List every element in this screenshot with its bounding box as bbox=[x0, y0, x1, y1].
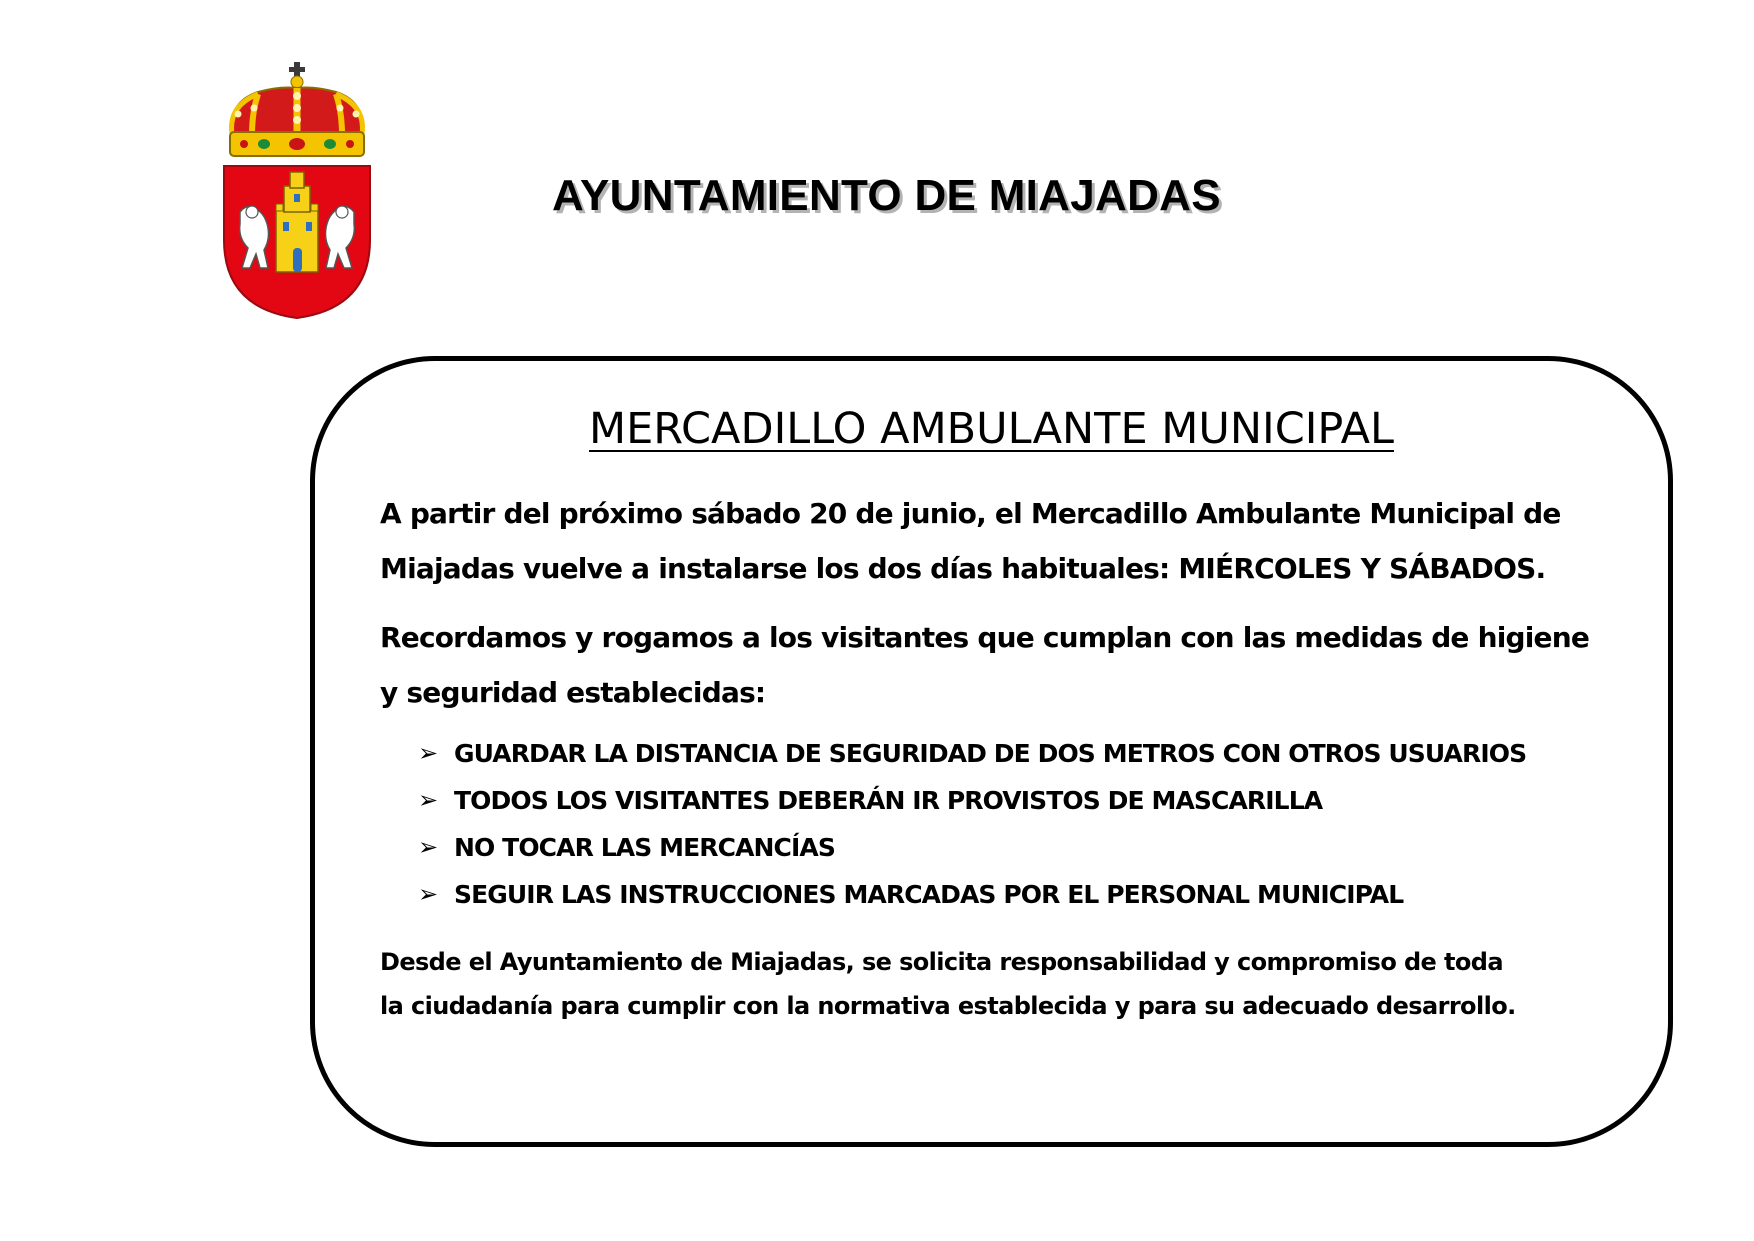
arrow-bullet-icon: ➢ bbox=[418, 880, 439, 908]
rule-text: SEGUIR LAS INSTRUCCIONES MARCADAS POR EL PERSONAL MUNICIPAL bbox=[454, 880, 1404, 909]
reminder-paragraph bbox=[380, 610, 1620, 720]
closing-paragraph bbox=[380, 940, 1620, 1028]
notice-title bbox=[310, 401, 1673, 457]
rules-list bbox=[418, 730, 1618, 918]
list-item bbox=[418, 871, 1618, 918]
rule-text: TODOS LOS VISITANTES DEBERÁN IR PROVISTOS DE MASCARILLA bbox=[454, 786, 1323, 815]
announcement-paragraph bbox=[380, 486, 1620, 596]
closing-line-1: Desde el Ayuntamiento de Miajadas, se solicita responsabilidad y compromiso de toda bbox=[380, 948, 1503, 976]
arrow-bullet-icon: ➢ bbox=[418, 739, 439, 767]
arrow-bullet-icon: ➢ bbox=[418, 786, 439, 814]
rule-text: NO TOCAR LAS MERCANCÍAS bbox=[454, 833, 835, 862]
rule-text: GUARDAR LA DISTANCIA DE SEGURIDAD DE DOS METROS CON OTROS USUARIOS bbox=[454, 739, 1527, 768]
list-item bbox=[418, 730, 1618, 777]
coat-of-arms-icon bbox=[218, 62, 376, 320]
closing-line-2: la ciudadanía para cumplir con la normativa establecida y para su adecuado desarrollo. bbox=[380, 992, 1516, 1020]
reminder-line-1: Recordamos y rogamos a los visitantes que cumplan con las medidas de higiene bbox=[380, 621, 1590, 654]
reminder-line-2: y seguridad establecidas: bbox=[380, 676, 766, 709]
notice-title-text: MERCADILLO AMBULANTE MUNICIPAL bbox=[589, 404, 1394, 454]
list-item bbox=[418, 777, 1618, 824]
announcement-line-1: A partir del próximo sábado 20 de junio, el Mercadillo Ambulante Municipal de bbox=[380, 497, 1561, 530]
announcement-line-2: Miajadas vuelve a instalarse los dos días habituales: MIÉRCOLES Y SÁBADOS. bbox=[380, 552, 1546, 585]
list-item bbox=[418, 824, 1618, 871]
page-title: AYUNTAMIENTO DE MIAJADAS bbox=[552, 171, 1221, 220]
arrow-bullet-icon: ➢ bbox=[418, 833, 439, 861]
